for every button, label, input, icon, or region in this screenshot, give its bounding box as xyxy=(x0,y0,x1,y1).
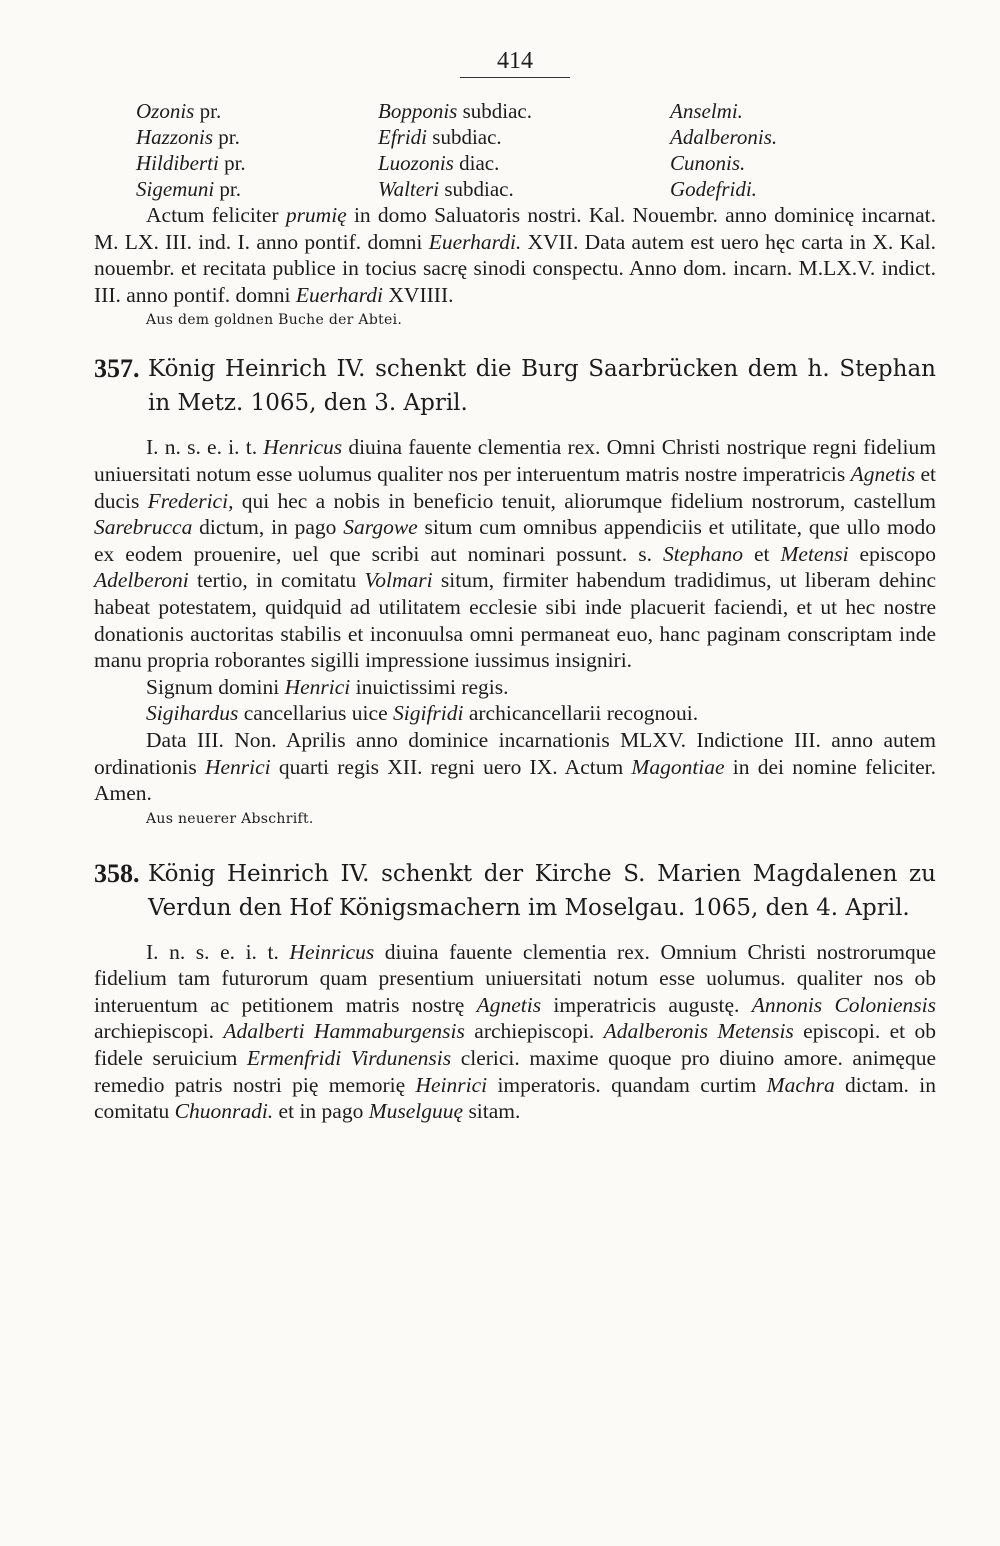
witness-entry: Walteri subdiac. xyxy=(378,177,514,201)
witness-entry: Hildiberti pr. xyxy=(136,151,246,175)
text-run: archicancellarii recognoui. xyxy=(463,701,699,726)
text-run: in dei nomine feliciter. Amen. xyxy=(94,754,937,806)
charter-title: König Heinrich IV. schenkt die Burg Saarbrücken dem h. Stephan in Metz. 1065, den 3. April. xyxy=(148,356,936,417)
italic-name: Heinrici xyxy=(415,1072,488,1097)
source-note: Aus neuerer Abschrift. xyxy=(146,810,314,827)
italic-name: Heinricus xyxy=(289,939,375,964)
witness-entry: Ozonis pr. xyxy=(136,99,222,123)
italic-name: Henrici xyxy=(204,754,271,779)
italic-name: Metensi xyxy=(780,541,849,566)
italic-name: Muselguuę xyxy=(368,1099,464,1124)
text-run: episcopi. et ob fidele seruicium xyxy=(94,1019,936,1071)
text-run: episcopo xyxy=(848,541,936,566)
dating-clause xyxy=(94,727,936,807)
recognition-line xyxy=(94,700,936,727)
text-run: archiepiscopi. xyxy=(94,1019,224,1044)
text-run: et ducis xyxy=(94,461,936,513)
italic-name: Sigifridi xyxy=(393,701,464,726)
italic-name: Agnetis xyxy=(476,992,542,1017)
italic-name: Machra xyxy=(766,1072,835,1097)
charter-number: 358. xyxy=(94,858,140,888)
text-run: cancellarius uice xyxy=(238,701,393,726)
italic-name: Stephano xyxy=(662,541,744,566)
italic-name: Magontiae xyxy=(631,754,725,779)
italic-name: Sargowe xyxy=(343,515,418,540)
italic-name: Adalberonis Metensis xyxy=(603,1019,794,1044)
text-run: situm, firmiter habendum tradidimus, ut liberam dehinc habeat potestatem, quidquid ad utilitatem ecclesie sibi inde placuerit faciendi, et ut hec nostre donationis auctoritas stabilis et inconuulsa omni permaneat euo, hanc paginam conscriptam inde manu propria roborantes sigilli impressione iussimus insigniri. xyxy=(94,568,937,673)
italic-name: Henrici xyxy=(284,674,351,699)
witness-list xyxy=(94,98,936,202)
source-note: Aus dem goldnen Buche der Abtei. xyxy=(146,312,403,329)
text-run: dictum, in pago xyxy=(192,515,344,540)
charter-heading-358 xyxy=(94,857,936,925)
page xyxy=(94,48,936,1125)
witness-entry: Efridi subdiac. xyxy=(378,125,502,149)
text-run: clerici. maxime quoque pro diuino amore. animęque remedio patris nostri pię memorię xyxy=(94,1046,937,1097)
witness-entry: Hazzonis pr. xyxy=(136,125,240,149)
text-run: I. n. s. e. i. t. xyxy=(146,435,264,460)
witness-entry: Adalberonis. xyxy=(670,125,778,149)
italic-name: Annonis Coloniensis xyxy=(751,992,936,1017)
italic-name: Adelberoni xyxy=(94,568,189,593)
charter-heading-357 xyxy=(94,352,936,420)
charter-number: 357. xyxy=(94,354,140,384)
witness-entry: Godefridi. xyxy=(670,177,757,201)
italic-name: Sigihardus xyxy=(146,701,239,726)
signum-line xyxy=(94,674,936,701)
text-run: qui hec a nobis in beneficio tenuit, aliorumque fidelium nostrorum, castellum xyxy=(233,488,936,513)
italic-name: Henricus xyxy=(263,435,343,460)
witness-entry: Anselmi. xyxy=(670,99,743,123)
charter-body xyxy=(94,434,936,673)
italic-name: Chuonradi. xyxy=(174,1099,274,1124)
text-run: situm cum omnibus appendiciis et utilitate, que ullo modo ex eodem prouenire, uel que scribi aut nominari possunt. s. xyxy=(94,515,937,566)
text-run: et xyxy=(743,541,781,566)
text-run: et in pago xyxy=(273,1099,369,1124)
italic-name: Sarebrucca xyxy=(94,515,193,540)
actum-paragraph: Actum feliciter prumię in domo Saluatoris nostri. Kal. Nouembr. anno dominicę incarnat. M. LX. III. ind. I. anno pontif. domni Euerhardi. XVII. Data autem est uero hęc carta in X. Kal. nouembr. et recitata publice in tocius sacrę sinodi conspectu. Anno dom. incarn. M.LX.V. indict. III. anno pontif. domni Euerhardi XVIIII. xyxy=(94,203,936,307)
italic-name: Agnetis xyxy=(850,461,916,486)
witness-entry: Cunonis. xyxy=(670,151,746,175)
text-run: I. n. s. e. i. t. xyxy=(146,939,290,964)
text-run: imperatoris. quandam curtim xyxy=(487,1072,767,1097)
charter-title: König Heinrich IV. schenkt der Kirche S. Marien Magdalenen zu Verdun den Hof Königsmachern im Moselgau. 1065, den 4. April. xyxy=(148,860,936,921)
text-run: imperatricis augustę. xyxy=(541,992,752,1017)
text-run: sitam. xyxy=(463,1099,521,1124)
charter-body xyxy=(94,939,936,1125)
text-run: diuina fauente clementia rex. Omnium Christi nostrorumque fidelium tam futurorum quam presentium uniuersitati notum esse uolumus. qualiter nos ob interuentum ac petitionem matris nostrę xyxy=(94,939,936,1017)
italic-name: Frederici, xyxy=(147,488,234,513)
text-run: Signum domini xyxy=(146,674,285,699)
witness-entry: Bopponis subdiac. xyxy=(378,99,532,123)
italic-name: Volmari xyxy=(364,568,433,593)
page-number: 414 xyxy=(460,48,570,78)
witness-entry: Luozonis diac. xyxy=(378,151,500,175)
text-run: dictam. in comitatu xyxy=(94,1072,936,1124)
text-run: archiepiscopi. xyxy=(464,1019,604,1044)
text-run: inuictissimi regis. xyxy=(350,674,509,699)
text-run: Data III. Non. Aprilis anno dominice incarnationis MLXV. Indictione III. anno autem ordinationis xyxy=(94,727,936,779)
witness-entry: Sigemuni pr. xyxy=(136,177,241,201)
text-run: tertio, in comitatu xyxy=(188,568,365,593)
text-run: diuina fauente clementia rex. Omni Christi nostrique regni fidelium uniuersitati notum esse uolumus qualiter nos per interuentum matris nostre imperatricis xyxy=(94,435,936,486)
italic-name: Ermenfridi Virdunensis xyxy=(246,1046,452,1071)
text-run: quarti regis XII. regni uero IX. Actum xyxy=(270,754,632,779)
italic-name: Adalberti Hammaburgensis xyxy=(223,1019,465,1044)
